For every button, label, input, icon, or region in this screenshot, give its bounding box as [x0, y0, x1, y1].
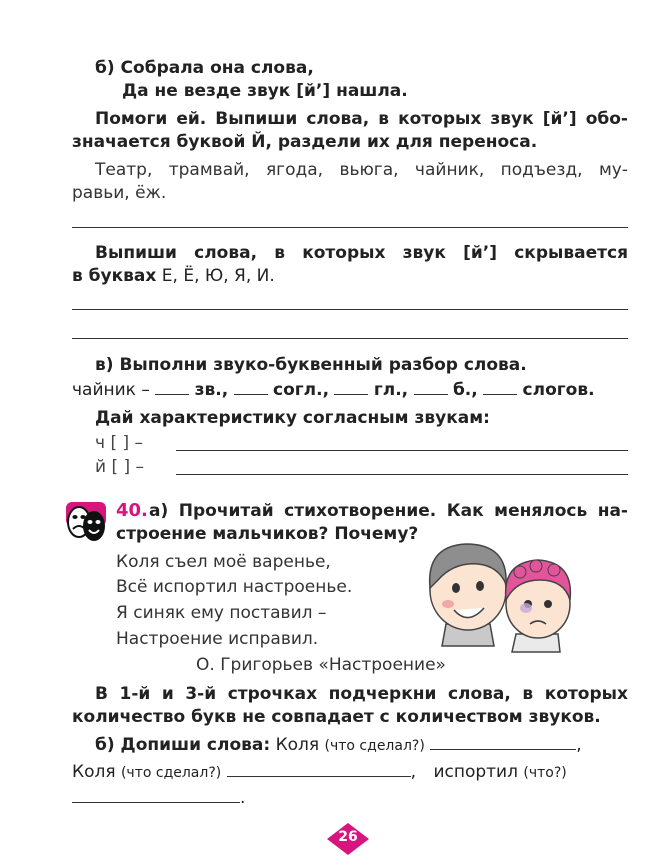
exercise-number: 40. [116, 500, 148, 521]
what-did-hint: (что сделал?) [324, 738, 425, 754]
vowels-blank[interactable] [334, 380, 368, 395]
analysis-word: чайник – [72, 380, 150, 400]
task2-line-1: Выпиши слова, в которых звук [й’] скрывается [95, 243, 628, 263]
verse-line-2: Да не везде звук [й’] нашла. [122, 81, 408, 101]
word-list-line-2: равьи, ёж. [72, 183, 167, 203]
consonants-label: согл., [273, 380, 330, 400]
poem-line: Коля съел моё варенье, [116, 552, 331, 572]
word-list-line-1: Театр, трамвай, ягода, вьюга, чайник, подъезд, му- [95, 160, 628, 180]
verb-blank[interactable] [227, 762, 411, 777]
object-blank[interactable] [72, 788, 240, 803]
answer-line[interactable] [176, 450, 628, 451]
exercise-title-line-2: строение мальчиков? Почему? [116, 524, 419, 544]
sounds-label: зв., [194, 380, 229, 400]
answer-line[interactable] [72, 227, 628, 228]
task-instruction-line-1: Помоги ей. Выпиши слова, в которых звук [й’] обо- [95, 109, 628, 129]
answer-line[interactable] [176, 474, 628, 475]
fill-in-row-3 [72, 788, 245, 808]
poem-line: Я синяк ему поставил – [116, 603, 327, 623]
section-v-title: в) Выполни звуко-буквенный разбор слова. [95, 355, 527, 375]
underline-task-line-1: В 1-й и 3-й строчках подчеркни слова, в которых [95, 684, 628, 704]
what-did-hint: (что сделал?) [120, 765, 222, 781]
two-boys-illustration [408, 528, 578, 656]
theatre-masks-icon [64, 498, 109, 546]
task2-line-2 [72, 266, 275, 286]
vowels-label: гл., [373, 380, 409, 400]
fill-in-row-1 [95, 735, 582, 755]
syllables-blank[interactable] [483, 380, 517, 395]
poem-line: Настроение исправил. [116, 629, 319, 649]
kolya-word: Коля [275, 735, 320, 755]
consonants-blank[interactable] [234, 380, 268, 395]
spoiled-word: испортил [433, 762, 518, 782]
letters-label: б., [452, 380, 478, 400]
verb-blank[interactable] [430, 735, 576, 750]
sounds-blank[interactable] [155, 380, 189, 395]
task2-bold-text: в буквах [72, 266, 157, 286]
comma: , [576, 735, 582, 755]
what-hint: (что?) [523, 765, 567, 781]
exercise-title-line-1: а) Прочитай стихотворение. Как менялось на- [149, 501, 628, 521]
answer-line[interactable] [72, 338, 628, 339]
underline-task-line-2: количество букв не совпадает с количеством звуков. [72, 707, 601, 727]
poem-line: Всё испортил настроенье. [116, 577, 353, 597]
consonant-characteristic-title: Дай характеристику согласным звукам: [95, 408, 490, 428]
task-instruction-line-2: значается буквой Й, раздели их для переноса. [72, 132, 538, 152]
period: . [240, 788, 246, 808]
fill-in-row-2 [72, 762, 567, 782]
syllables-label: слогов. [522, 380, 595, 400]
kolya-word: Коля [72, 762, 116, 782]
letters-blank[interactable] [414, 380, 448, 395]
verse-line-1: б) Собрала она слова, [95, 58, 314, 78]
consonant-row-ch: ч [ ] – [95, 433, 144, 453]
poem-author: О. Григорьев «Настроение» [196, 655, 446, 675]
consonant-row-y: й [ ] – [95, 457, 145, 477]
task2-letters: Е, Ё, Ю, Я, И. [161, 266, 275, 286]
page-number: 26 [338, 829, 358, 845]
phonetic-analysis-row [72, 380, 632, 400]
task-b-label: б) Допиши слова: [95, 735, 271, 755]
answer-line[interactable] [72, 309, 628, 310]
comma: , [410, 762, 417, 782]
